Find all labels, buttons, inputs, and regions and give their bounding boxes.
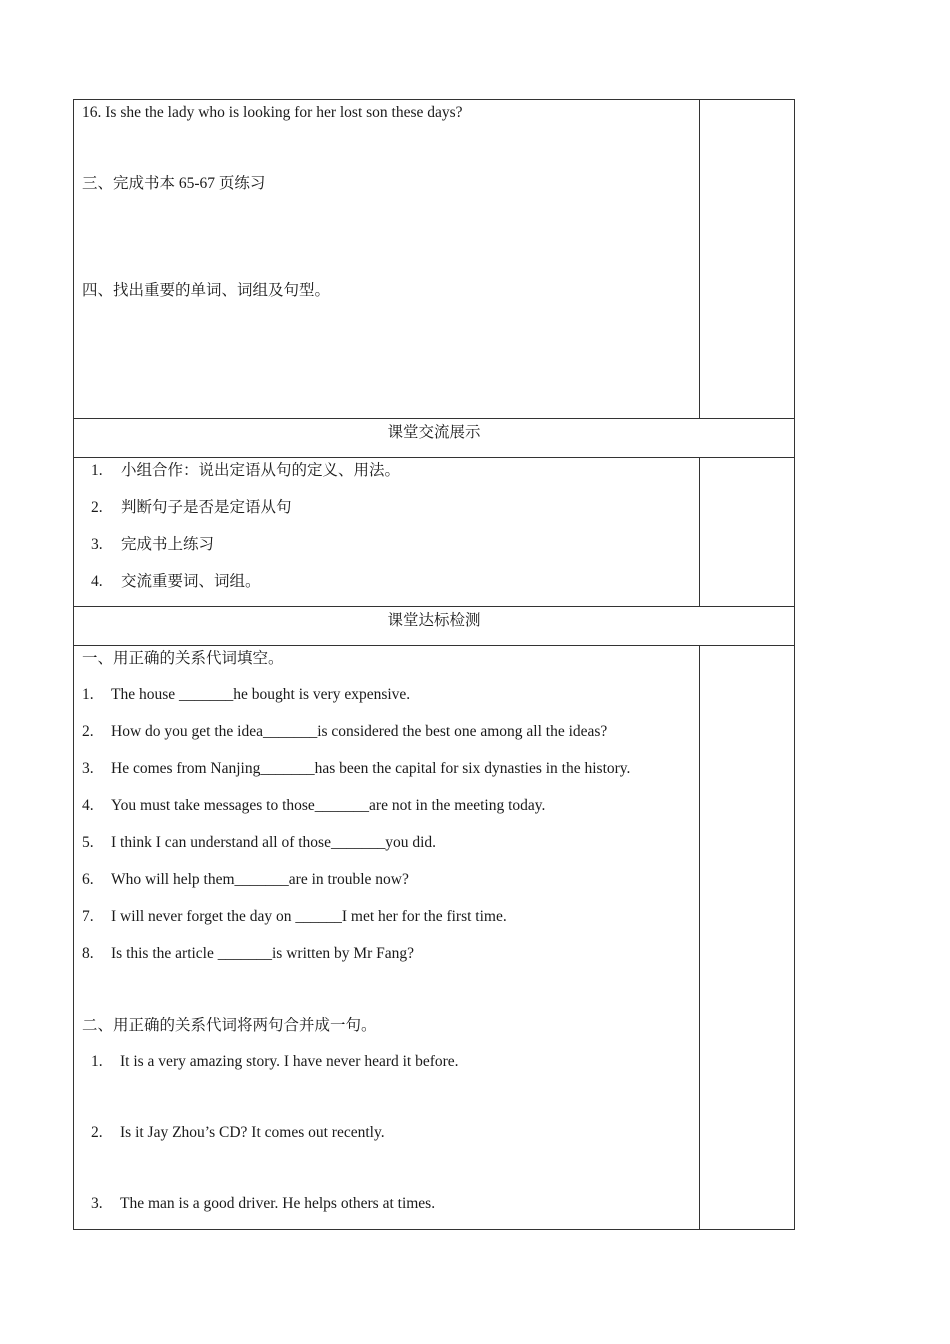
exercise-number: 2. (91, 1124, 103, 1141)
exercise-item: It is a very amazing story. I have never heard it before. (120, 1053, 459, 1070)
exercise-number: 6. (82, 871, 94, 888)
section2-side-cell (699, 457, 795, 607)
exercise-item: He comes from Nanjing_______has been the capital for six dynasties in the history. (111, 760, 631, 777)
list-item: 完成书上练习 (121, 536, 215, 553)
task-four: 四、找出重要的单词、词组及句型。 (82, 282, 331, 299)
exercise-item: Is this the article _______is written by Mr Fang? (111, 945, 415, 962)
list-item: 小组合作：说出定语从句的定义、用法。 (121, 462, 401, 479)
exercise-item: I think I can understand all of those_______you did. (111, 834, 437, 851)
exercise-number: 4. (82, 797, 94, 814)
exercise-item: The man is a good driver. He helps others at times. (120, 1195, 436, 1212)
section1-main-cell (73, 99, 700, 419)
section2-header: 课堂交流展示 (387, 424, 481, 441)
exercise-number: 1. (91, 1053, 103, 1070)
task-three: 三、完成书本 65-67 页练习 (82, 175, 266, 192)
exercise-number: 3. (91, 1195, 103, 1212)
exercise-item: Who will help them_______are in trouble now? (111, 871, 409, 888)
list-item-number: 2. (91, 499, 103, 516)
list-item-number: 4. (91, 573, 103, 590)
exercise-number: 7. (82, 908, 94, 925)
part2-title: 二、用正确的关系代词将两句合并成一句。 (82, 1017, 377, 1034)
list-item-number: 1. (91, 462, 103, 479)
exercise-item: Is it Jay Zhou’s CD? It comes out recently. (120, 1124, 385, 1141)
list-item-number: 3. (91, 536, 103, 553)
section3-header: 课堂达标检测 (387, 612, 481, 629)
exercise-item: How do you get the idea_______is considered the best one among all the ideas? (111, 723, 608, 740)
part1-title: 一、用正确的关系代词填空。 (82, 650, 284, 667)
exercise-number: 8. (82, 945, 94, 962)
section3-side-cell (699, 645, 795, 1230)
list-item: 交流重要词、词组。 (121, 573, 261, 590)
exercise-item: I will never forget the day on ______I met her for the first time. (111, 908, 507, 925)
exercise-number: 3. (82, 760, 94, 777)
exercise-number: 5. (82, 834, 94, 851)
exercise-number: 2. (82, 723, 94, 740)
list-item: 判断句子是否是定语从句 (121, 499, 292, 516)
question-16: 16. Is she the lady who is looking for her lost son these days? (82, 104, 463, 121)
exercise-item: You must take messages to those_______are not in the meeting today. (111, 797, 546, 814)
exercise-number: 1. (82, 686, 94, 703)
exercise-item: The house _______he bought is very expensive. (111, 686, 411, 703)
section1-side-cell (699, 99, 795, 419)
